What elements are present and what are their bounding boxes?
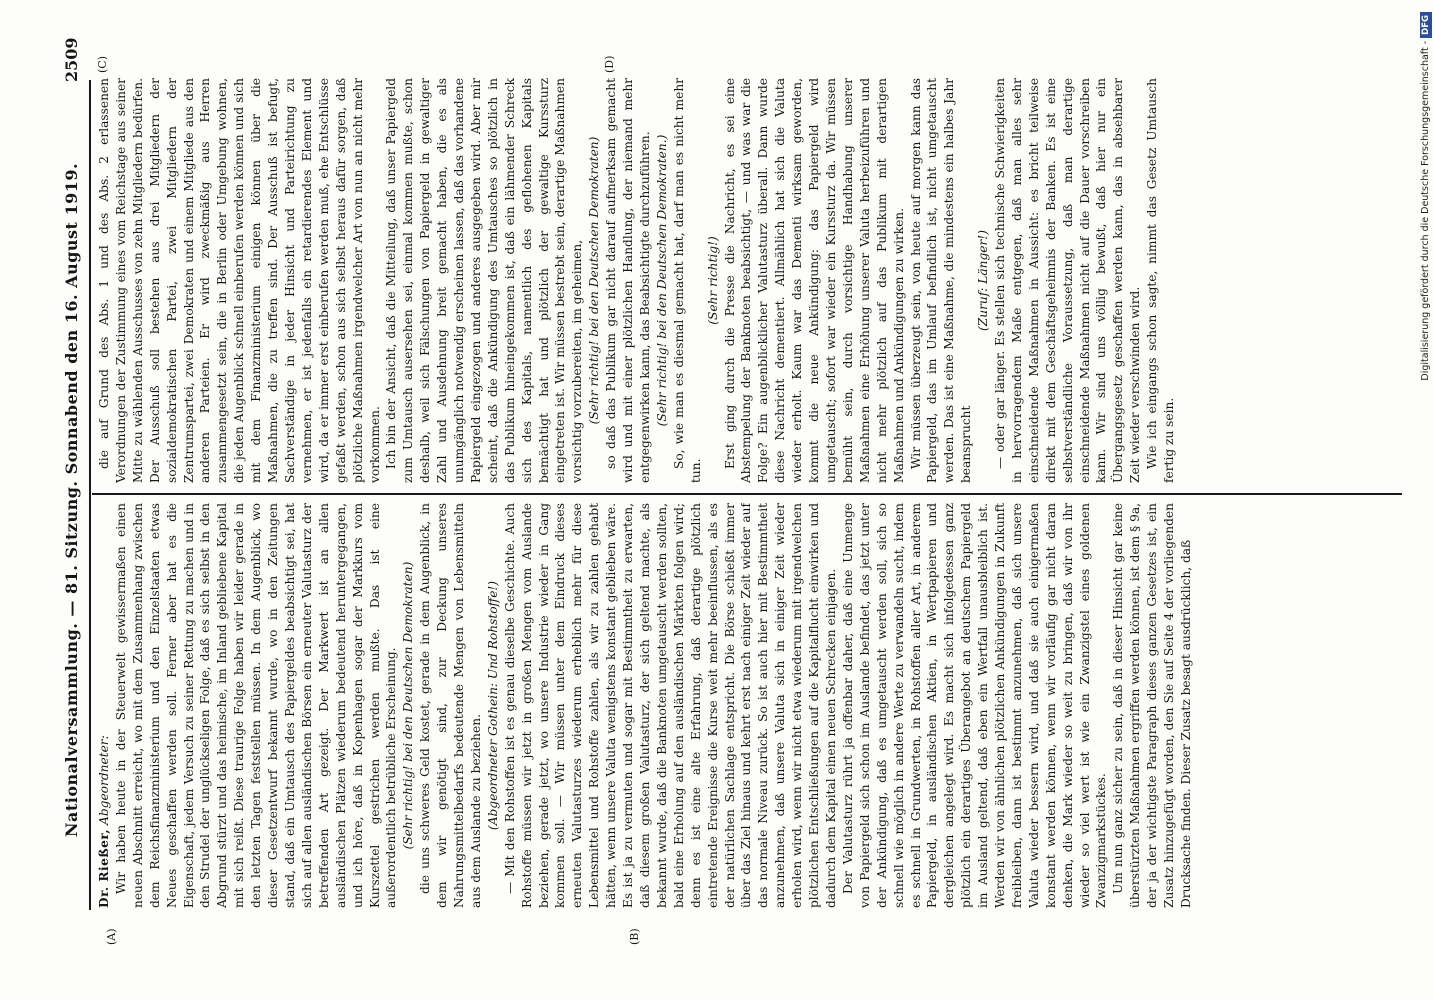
margin-mark-c: (C) (96, 56, 109, 73)
paragraph: — Mit den Rohstoffen ist es genau dieselbe Geschichte. Auch Rohstoffe müssen wir jetzt in großen Mengen vom Auslande beziehen, gerade jetzt, wo unsere Industrie wieder in Gang kommen soll. — Wir müssen unter dem Eindruck dieses erneuten Valutasturzes wiederum erheblich mehr für diese Lebensmittel und Rohstoffe zahlen, als wir zu zahlen gehabt hätten, wenn unsere Valuta wenigstens konstant geblieben wäre. Es ist ja zu vermuten und sogar mit Bestimmtheit zu erwarten, daß diesem großen Valutasturz, der sich geltend machte, als bekannt wurde, daß die Banknoten umgetauscht werden sollten, bald eine Erholung auf den ausländischen Märkten folgen wird; denn es ist eine alte Erfahrung, daß derartige plötzlich eintretende Ereignisse die Kurse weit mehr beeinflussen, als es der natürlichen Sachlage entspricht. Die Börse schießt immer über das Ziel hinaus und kehrt erst nach einiger Zeit wieder auf das normale Niveau zurück. So ist auch hier mit Bestimmtheit anzunehmen, daß unsere Valuta sich in einiger Zeit wieder erholen wird, wenn wir nicht etwa wiederum mit irgendwelchen plötzlichen Entschließungen auf die Kapitalflucht einwirken und dadurch dem Kapital einen neuen Schrecken einjagen. (502, 503, 838, 908)
paragraph: Wir haben heute in der Steuerwelt gewissermaßen einen neuen Abschnitt erreicht, wo mit dem Zusammenhang zwischen dem Reichsfinanzministerium und den Einzelstaaten etwas Neues geschaffen werden soll. Ferner aber hat es die Eigenschaft, jedem Versuch zu seiner Rettung zu machen und in den Strudel der unglückseligen Folge, daß es sich selbst in den Abgrund stürzt und das heimische, im Inland gebliebene Kapital mit sich reißt. Diese traurige Folge haben wir leider gerade in den letzten Tagen feststellen müssen. In dem Augenblick, wo dieser Gesetzentwurf bekannt wurde, wo in den Zeitungen stand, daß ein Umtausch des Papiergeldes beabsichtigt sei, hat sich auf allen ausländischen Börsen ein erneuter Valutasturz der betreffenden Art gezeigt. Der Markwert ist an allen ausländischen Plätzen wiederum bedeutend heruntergegangen, und ich höre, daß in Kopenhagen sogar der Markkurs vom Kurszettel gestrichen werden mußte. Das ist eine außerordentlich betrübliche Erscheinung. (113, 503, 399, 908)
left-column (96, 503, 1434, 908)
paragraph: Um nun ganz sicher zu sein, daß in dieser Hinsicht gar keine überstürzten Maßnahmen ergriffen werden können, ist dem § 9a, der ja der wichtigste Paragraph dieses ganzen Gesetzes ist, ein Zusatz hinzugefügt worden, den Sie auf Seite 4 der vorliegenden Drucksache finden. Dieser Zusatz besagt ausdrücklich, daß (1111, 503, 1193, 908)
page-number: 2509 (62, 37, 81, 82)
interjection: (Sehr richtig! bei den Deutschen Demokraten) (401, 561, 416, 850)
interjection: (Sehr richtig! bei den Deutschen Demokraten.) (654, 134, 669, 427)
speaker-role: Abgeordneter: (97, 735, 111, 825)
margin-mark-d: (D) (603, 55, 616, 73)
paragraph: Erst ging durch die Presse die Nachricht, es sei eine Abstempelung der Banknoten beabsichtigt, — und was war die Folge? Ein augenblicklicher Valutasturz überall. Dann wurde diese Nachricht dementiert. Allmählich hat sich die Valuta wieder erholt. Kaum war das Dementi wirksam geworden, kommt die neue Ankündigung: das Papiergeld wird umgetauscht; sofort war wieder ein Kurssturz da. Wir müssen bemüht sein, durch vorsichtige Handhabung unserer Maßnahmen eine Erhöhung unserer Valuta herbeizuführen und nicht mehr plötzlich auf das Publikum mit derartigen Maßnahmen und Ankündigungen zu wirken. (722, 78, 906, 483)
margin-mark-a: (A) (105, 928, 118, 945)
digitization-note (1418, 12, 1434, 988)
paragraph: Wie ich eingangs schon sagte, nimmt das Gesetz Umtausch fertig zu sein. (1145, 78, 1177, 483)
paragraph: So, wie man es diesmal gemacht hat, darf man es nicht mehr tun. (671, 78, 703, 483)
paragraph: so daß das Publikum gar nicht darauf aufmerksam gemacht wird und mit einer plötzlichen Handlung, der niemand mehr entgegenwirken kann, das Beabsichtigte durchzuführen. (604, 78, 652, 483)
running-title: Nationalversammlung. — 81. Sitzung. Sonnabend den 16. August 1919. (62, 162, 81, 838)
page-header (62, 0, 86, 1000)
paragraph: — oder gar länger. Es stellen sich technische Schwierigkeiten in hervorragendem Maße entgegen, daß man alles sehr einschneidende Maßnahmen in Aussicht: es bricht teilweise direkt mit dem Geschäftsgeheimnis der Banken. Es ist eine selbstverständliche Voraussetzung, daß man derartige einschneidende Maßnahmen nicht auf die Dauer vorschreiben kann. Wir sind uns völlig bewußt, daß hier nur ein Übergangsgesetz geschaffen werden kann, das in absehbarer Zeit wieder verschwinden wird. (993, 78, 1143, 483)
interjection: (Zuruf: Länger!) (976, 230, 991, 331)
paragraph: Ich bin der Ansicht, daß die Mitteilung, daß unser Papiergeld zum Umtausch ausersehen sei, einmal kommen mußte, schon deshalb, weil sich Fälschungen von Papiergeld in gewaltiger Zahl und Ausdehnung breit gemacht haben, die es als unumgänglich notwendig erscheinen lassen, daß das vorhandene Papiergeld eingezogen und anderes ausgegeben wird. Aber mir scheint, daß die Ankündigung des Umtausches so plötzlich in das Publikum hineingekommen ist, daß ein lähmender Schreck sich des Kapitals, namentlich des geflohenen Kapitals bemächtigt hat und plötzlich der gewaltige Kurssturz eingetreten ist. Wir müssen bestrebt sein, derartige Maßnahmen vorsichtig vorzubereiten, im geheimen, (384, 78, 585, 483)
dfg-logo: DFG (1420, 12, 1432, 38)
header-rule (89, 80, 91, 910)
interjection: (Abgeordneter Gothein: Und Rohstoffe!) (485, 580, 500, 831)
paragraph: Der Valutasturz rührt ja offenbar daher, daß eine Unmenge von Papiergeld sich schon im Auslande befindet, das jetzt unter der Ankündigung, daß es umgetauscht werden soll, sich so schnell wie möglich in andere Werte zu verwandeln sucht, indem es schnell in Grundwerten, in Rohstoffen aller Art, in anderem Papiergeld, in ausländischen Aktien, in Wertpapieren und dergleichen angelegt wird. Es macht sich infolgedessen ganz plötzlich ein derartiges Überangebot an deutschem Papiergeld im Ausland geltend, daß eben ein Wertfall unausbleiblich ist. Werden wir von ähnlichen plötzlichen Ankündigungen in Zukunft freibleiben, dann ist bestimmt anzunehmen, daß sich unsere Valuta wieder bessern wird, und daß sie auch einigermaßen konstant werden können, wenn wir vorläufig gar nicht daran denken, die Mark wieder so weit zu bringen, daß wir von ihr wieder so viel wert ist wie ein Zwanzigstel eines goldenen Zwanzigmarkstückes. (840, 503, 1109, 908)
digitization-credit: Digitalisierung gefördert durch die Deutsche Forschungsgemeinschaft - (1420, 40, 1431, 381)
interjection: (Sehr richtig!) (705, 236, 720, 325)
paragraph: die auf Grund des Abs. 1 und des Abs. 2 erlassenen Verordnungen der Zustimmung eines vom Reichstage aus seiner Mitte zu wählenden Ausschusses von zehn Mitgliedern bedürfen. Der Ausschuß soll bestehen aus drei Mitgliedern der sozialdemokratischen Partei, zwei Mitgliedern der Zentrumspartei, zwei Demokraten und einem Mitgliede aus den anderen Parteien. Er wird zweckmäßig aus Herren zusammengesetzt sein, die in Berlin oder Umgebung wohnen, die jeden Augenblick schnell einberufen werden können und sich mit dem Finanzministerium einigen können über die Maßnahmen, die zu treffen sind. Der Ausschuß ist befugt, Sachverständige in jeder Hinsicht und Parteirichtung zu vernehmen, er ist jedenfalls ein retardierendes Element und wird, da er immer erst einberufen werden muß, ehe Entschlüsse gefaßt werden, schon aus sich selbst heraus dafür sorgen, daß plötzliche Maßnahmen irgendwelcher Art von nun an nicht mehr vorkommen. (97, 78, 382, 483)
paragraph: die uns schweres Geld kostet, gerade in dem Augenblick, in dem wir genötigt sind, zur Deckung unseres Nahrungsmittelbedarfs bedeutende Mengen von Lebensmitteln aus dem Auslande zu beziehen. (418, 503, 483, 908)
margin-mark-b: (B) (628, 928, 641, 945)
column-divider (92, 493, 1402, 495)
speaker-name: Dr. Rießer, (97, 828, 111, 908)
right-column (96, 78, 1434, 483)
interjection: (Sehr richtig! bei den Deutschen Demokraten) (587, 136, 602, 425)
speaker-line (96, 503, 113, 908)
paragraph: Wir müssen überzeugt sein, von heute auf morgen kann das Papiergeld, das im Umlauf befindlich ist, nicht umgetauscht werden. Das ist eine Maßnahme, die mindestens ein halbes Jahr beansprucht (908, 78, 974, 483)
